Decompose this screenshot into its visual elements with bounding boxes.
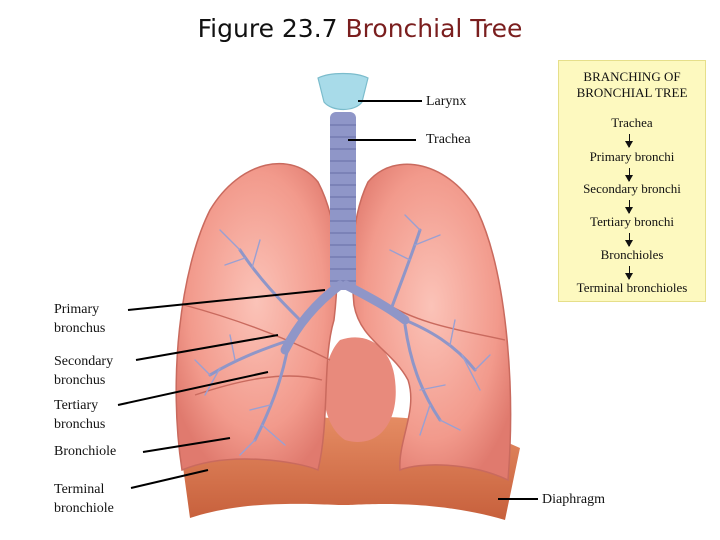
label-terminal-bronchiole: Terminal bronchiole [54, 482, 114, 516]
branching-box [558, 60, 706, 302]
arrow-down-icon [629, 168, 630, 181]
step-secondary-bronchi: Secondary bronchi [583, 181, 681, 196]
right-lung [176, 164, 337, 470]
step-bronchioles: Bronchioles [600, 247, 664, 262]
label-secondary-bronchus: Secondary bronchus [54, 354, 114, 388]
step-primary-bronchi: Primary bronchi [589, 149, 675, 164]
label-larynx: Larynx [426, 94, 467, 109]
arrow-down-icon [629, 233, 630, 246]
step-terminal-bronchioles: Terminal bronchioles [576, 280, 688, 295]
step-trachea: Trachea [611, 115, 653, 130]
label-trachea: Trachea [426, 132, 471, 147]
label-diaphragm: Diaphragm [542, 492, 605, 507]
title-prefix: Figure 23.7 [197, 14, 346, 43]
arrow-down-icon [629, 200, 630, 213]
branching-box-heading: BRANCHING OF BRONCHIAL TREE [576, 69, 688, 100]
heart [324, 337, 396, 442]
trachea [330, 112, 356, 290]
larynx [318, 74, 368, 110]
label-tertiary-bronchus: Tertiary bronchus [54, 398, 106, 432]
arrow-down-icon [629, 134, 630, 147]
label-bronchiole: Bronchiole [54, 444, 117, 459]
step-tertiary-bronchi: Tertiary bronchi [590, 214, 674, 229]
arrow-down-icon [629, 266, 630, 279]
title-highlight: Bronchial Tree [345, 14, 523, 43]
label-primary-bronchus: Primary bronchus [54, 302, 106, 336]
